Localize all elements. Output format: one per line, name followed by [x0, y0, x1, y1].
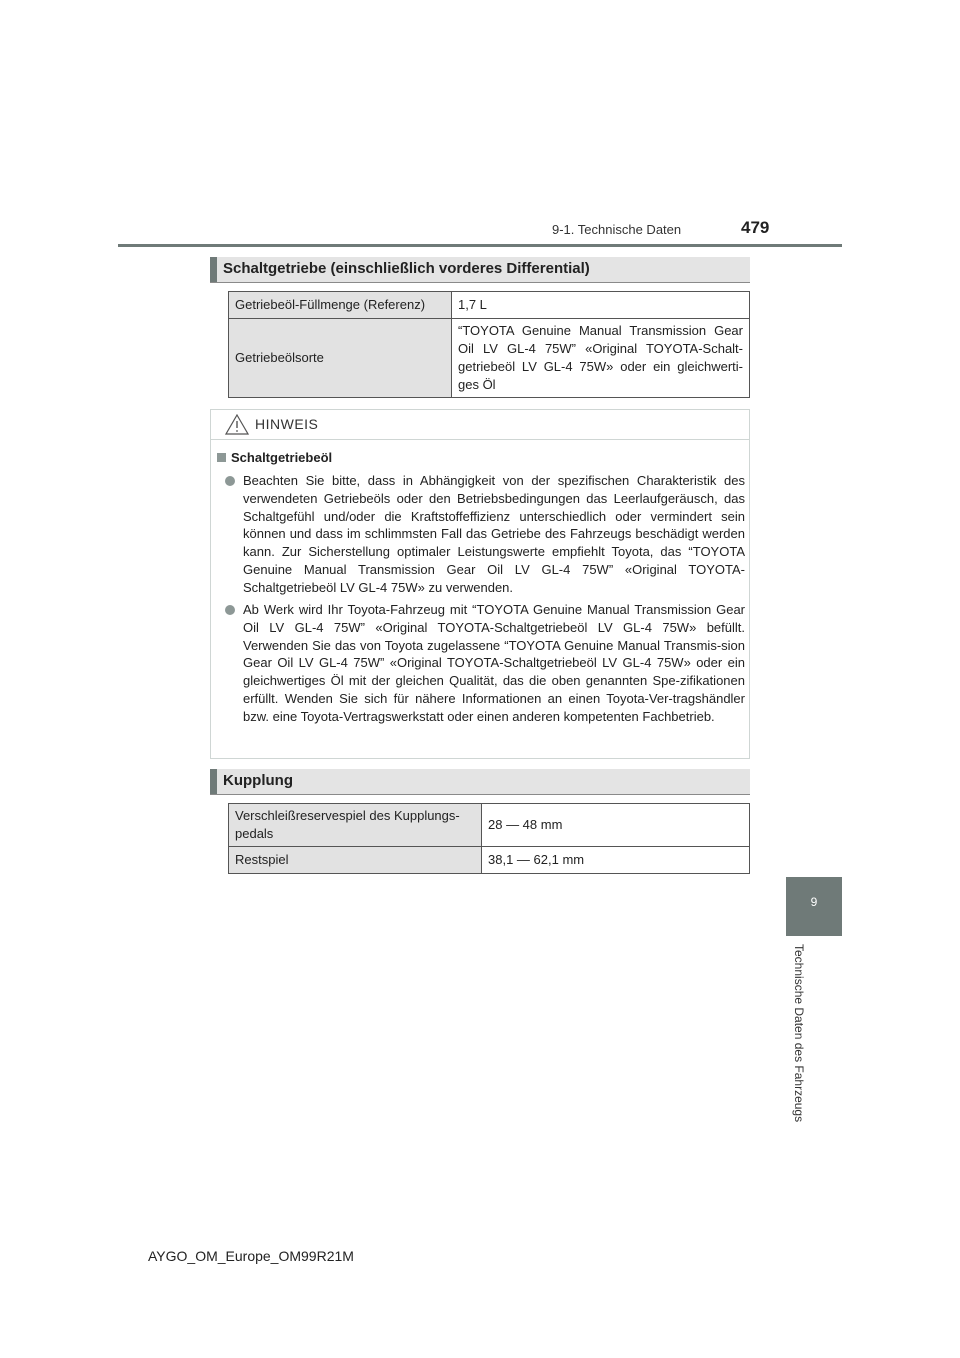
chapter-number: 9 — [810, 895, 818, 909]
notice-box — [210, 409, 750, 759]
warning-icon — [225, 414, 249, 435]
table-label-cell: Getriebeölsorte — [229, 319, 452, 398]
table-label-cell: Restspiel — [229, 847, 482, 874]
section-header: 9-1. Technische Daten — [552, 222, 682, 237]
list-item-text: Ab Werk wird Ihr Toyota-Fahrzeug mit “TOYOTA Genuine Manual Transmission Gear Oil LV GL-4 75W” «Original TOYOTA-Schaltgetriebeöl LV GL-4 75W» befüllt. Verwenden Sie das von Toyota zugelassene “TOYOTA Genuine Manual Transmis-sion Gear Oil LV GL-4 75W” «Original TOYOTA-Schaltgetriebeöl LV GL-4 75W» oder ein gleichwertiges Öl mit der gleichen Qualität, das die oben genannten Spe-zifikationen erfüllt. Wenden Sie sich für nähere Informationen an einen Toyota-Ver-tragshändler bzw. eine Toyota-Vertragswerkstatt oder einen anderen kompetenten Fachbetrieb. — [243, 602, 745, 724]
bullet-dot-icon — [225, 476, 235, 486]
page-number: 479 — [741, 218, 770, 237]
notice-header — [211, 410, 749, 440]
chapter-label: Technische Daten des Fahrzeugs — [792, 944, 806, 1123]
chapter-tab[interactable] — [786, 877, 842, 936]
section-title-transmission — [210, 257, 750, 283]
notice-subheading-text: Schaltgetriebeöl — [231, 450, 333, 465]
bullet-dot-icon — [225, 605, 235, 615]
notice-title: HINWEIS — [255, 416, 319, 432]
clutch-spec-table — [228, 803, 750, 874]
square-bullet-icon — [217, 453, 226, 462]
list-item — [225, 472, 745, 597]
table-value-cell: “TOYOTA Genuine Manual Transmission Gear Oil LV GL-4 75W” «Original TOYOTA-Schalt-getriebeöl LV GL-4 75W» oder ein gleichwerti-ges Öl — [452, 319, 750, 398]
transmission-spec-table — [228, 291, 750, 398]
header-rule — [118, 244, 842, 247]
table-row — [229, 292, 750, 319]
section-title-clutch — [210, 769, 750, 795]
table-row — [229, 319, 750, 398]
table-value-cell: 28 — 48 mm — [482, 804, 750, 847]
footer-code: AYGO_OM_Europe_OM99R21M — [148, 1248, 354, 1264]
table-label-cell: Verschleißreservespiel des Kupplungs-pedals — [229, 804, 482, 847]
table-row — [229, 804, 750, 847]
list-item — [225, 601, 745, 726]
section-title-text: Schaltgetriebe (einschließlich vorderes Differential) — [223, 260, 590, 277]
table-row — [229, 847, 750, 874]
notice-subheading — [217, 450, 332, 465]
section-title-text: Kupplung — [223, 772, 293, 789]
table-value-cell: 38,1 — 62,1 mm — [482, 847, 750, 874]
table-value-cell: 1,7 L — [452, 292, 750, 319]
table-label-cell: Getriebeöl-Füllmenge (Referenz) — [229, 292, 452, 319]
list-item-text: Beachten Sie bitte, dass in Abhängigkeit von der spezifischen Charakteristik des verwendeten Getriebeöls oder den Betriebsbedingungen das Leerlaufgeräusch, das Schaltgefühl und/oder die Kraftstoffeffizienz unterschiedlich oder vermindert sein können und dass im schlimmsten Fall das Getriebe des Fahrzeugs beschädigt werden kann. Zur Sicherstellung optimaler Leistungswerte empfiehlt Toyota, das “TOYOTA Genuine Manual Transmission Gear Oil LV GL-4 75W” «Original TOYOTA-Schaltgetriebeöl LV GL-4 75W» zu verwenden. — [243, 473, 745, 595]
